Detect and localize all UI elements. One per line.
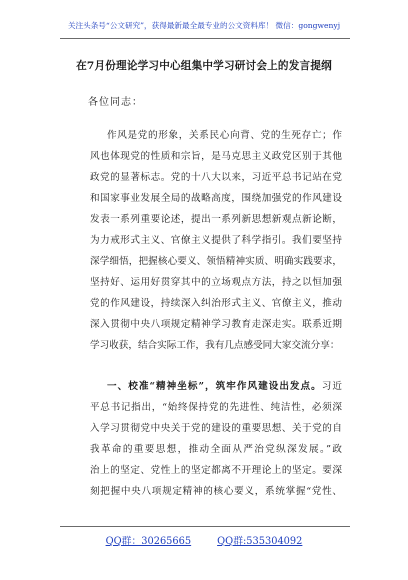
text-line: 坚持好、运用好贯穿其中的立场观点方法，持之以恒加强 bbox=[90, 277, 342, 288]
text-line: 刻把握中央八项规定精神的核心要义，系统掌握“党性、 bbox=[90, 486, 342, 497]
text-line: 发表一系列重要论述，提出一系列新思想新观点新论断， bbox=[90, 214, 342, 225]
text-line: 和国家事业发展全局的战略高度，围绕加强党的作风建设 bbox=[90, 193, 342, 204]
text-line: 入学习贯彻党中央关于党的建设的重要思想、关于党的自 bbox=[90, 423, 342, 434]
text-line: 深学细悟，把握核心要义、领悟精神实质、明确实践要求， bbox=[90, 256, 342, 267]
text-line: 政党的显著标志。党的十八大以来，习近平总书记站在党 bbox=[90, 172, 342, 183]
text-line: 我革命的重要思想，推动全面从严治党纵深发展。”政 bbox=[90, 444, 342, 455]
text-line: 为力戒形式主义、官僚主义提供了科学指引。我们要坚持 bbox=[90, 235, 342, 246]
text-line: 作风是党的形象，关系民心向背、党的生死存亡；作 bbox=[107, 130, 342, 141]
document-title: 在7月份理论学习中心组集中学习研讨会上的发言提纲 bbox=[76, 60, 332, 72]
qq-group-1-link[interactable]: QQ群：30265665 bbox=[105, 536, 192, 547]
header-notice: 关注头条号“公文研究”，获得最新最全最专业的公文资料库！ 微信：gongwenyj bbox=[67, 21, 341, 30]
text-line: 学习收获，结合实际工作，我有几点感受同大家交流分享： bbox=[90, 340, 340, 351]
section-heading-line bbox=[107, 378, 342, 392]
text-line: 治上的坚定、党性上的坚定都离不开理论上的坚定。要深 bbox=[90, 465, 342, 476]
section-heading: 一、校准“精神坐标”，筑牢作风建设出发点。 bbox=[107, 381, 322, 392]
text-line: 风也体现党的性质和宗旨，是马克思主义政党区别于其他 bbox=[90, 151, 342, 162]
text-line: 党的作风建设，持续深入纠治形式主义、官僚主义，推动 bbox=[90, 298, 342, 309]
section-heading-tail: 习近 bbox=[321, 381, 342, 392]
greeting: 各位同志： bbox=[88, 97, 143, 108]
text-line: 平总书记指出，“始终保持党的先进性、纯洁性，必须深 bbox=[90, 402, 342, 413]
footer-divider bbox=[60, 526, 350, 527]
text-line: 深入贯彻中央八项规定精神学习教育走深走实。联系近期 bbox=[90, 319, 342, 330]
qq-group-2-link[interactable]: QQ群:535304092 bbox=[217, 536, 303, 547]
footer bbox=[0, 533, 408, 547]
header-divider bbox=[60, 38, 350, 39]
